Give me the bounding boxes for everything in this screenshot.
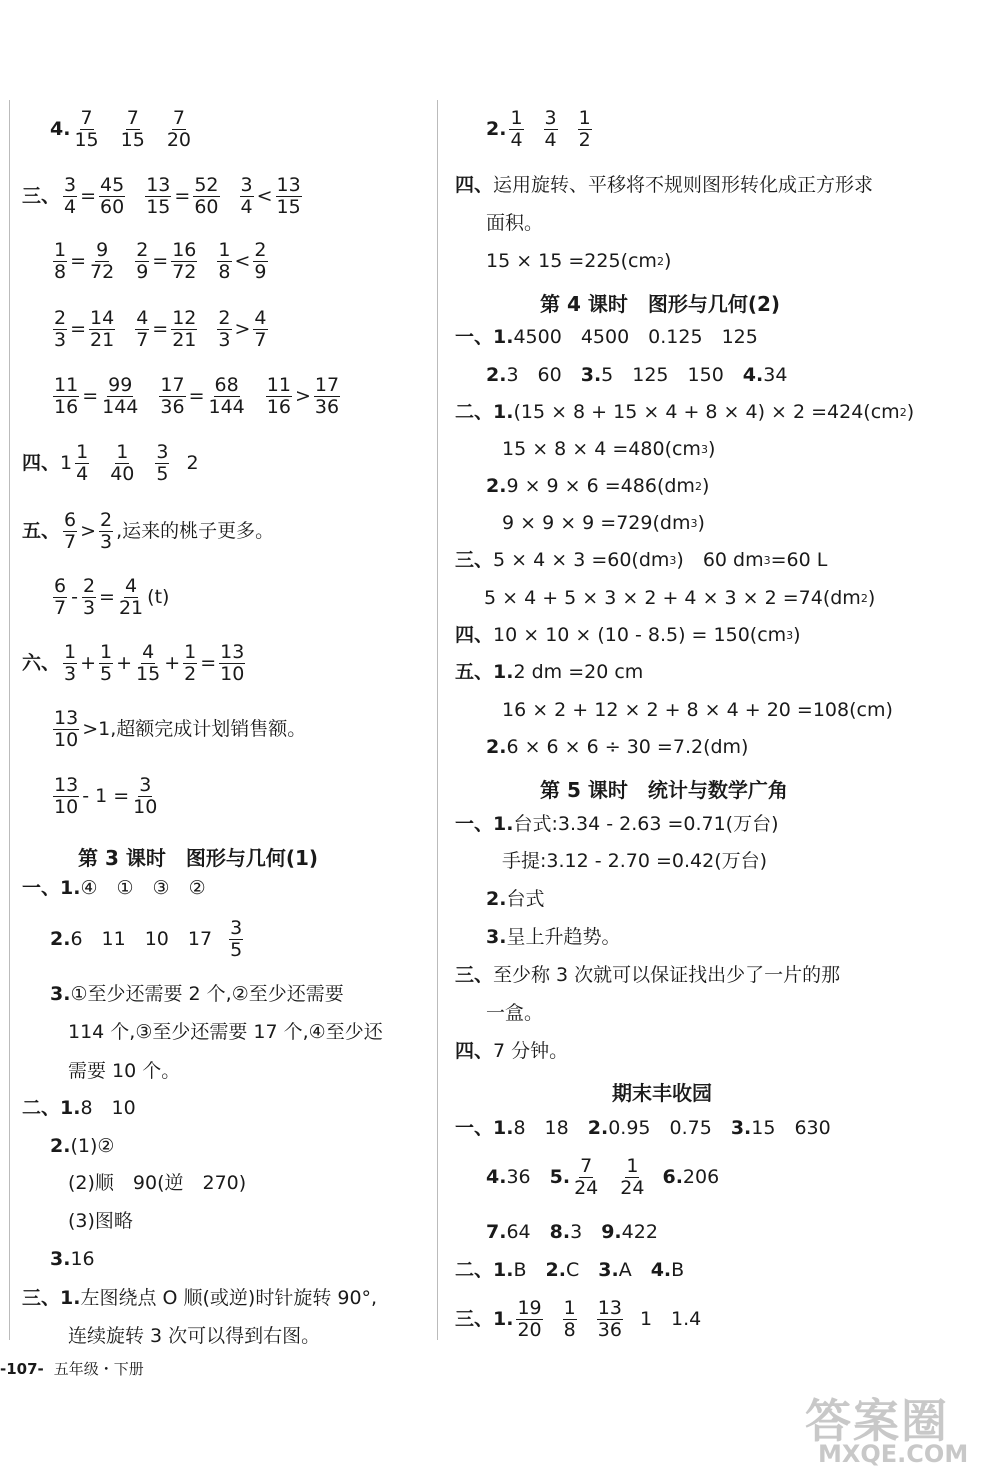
answer-line: 四、 7 分钟。 bbox=[455, 1040, 569, 1062]
answer-line: 二、 1. 8 10 bbox=[22, 1097, 136, 1119]
answer-line: 六、 $\frac{1}{3}$ + $\frac{1}{5}$ + $\frac{4}{15}$ + $\frac{1}{2}$ = $\frac{13}{10}$ bbox=[22, 641, 245, 685]
answer-line: $\frac{2}{3}$ = $\frac{14}{21}$ $\frac{4}{7}$ = $\frac{12}{21}$ $\frac{2}{3}$ > $\frac{4}{7}$ bbox=[54, 307, 267, 351]
answer-line: 2. 3 60 3. 5 125 150 4. 34 bbox=[486, 364, 788, 386]
answer-line: 2. (1)② bbox=[50, 1135, 115, 1157]
answer-line: 三、 1. 左图绕点 O 顺(或逆)时针旋转 90°, bbox=[22, 1287, 378, 1309]
answer-line: 4. 36 5. $\frac{7}{24}$ $\frac{1}{24}$ 6. 206 bbox=[486, 1155, 720, 1199]
answer-line: 需要 10 个。 bbox=[68, 1060, 181, 1082]
section-heading: 第 5 课时 统计与数学广角 bbox=[540, 778, 788, 802]
answer-line: 四、 1 $\frac{1}{4}$ $\frac{1}{40}$ $\frac{3}{5}$ 2 bbox=[22, 441, 199, 485]
answer-line: 三、 5 × 4 × 3 =60(dm 3 ) 60 dm 3 =60 L bbox=[455, 549, 828, 571]
answer-line: (3)图略 bbox=[68, 1210, 133, 1232]
answer-line: $\frac{11}{16}$ = $\frac{99}{144}$ $\frac{17}{36}$ = $\frac{68}{144}$ $\frac{11}{16}$ > $\frac{17}{36}$ bbox=[54, 374, 340, 418]
answer-line: 2. 台式 bbox=[486, 888, 545, 910]
answer-line: 四、 10 × 10 × (10 - 8.5) = 150(cm 3 ) bbox=[455, 624, 801, 646]
answer-line: 7. 64 8. 3 9. 422 bbox=[486, 1221, 658, 1243]
answer-line: 2. 6 11 10 17 $\frac{3}{5}$ bbox=[50, 917, 243, 961]
answer-line: 3. ①至少还需要 2 个,②至少还需要 bbox=[50, 983, 344, 1005]
answer-line: $\frac{13}{10}$ >1,超额完成计划销售额。 bbox=[54, 707, 307, 751]
answer-line: $\frac{6}{7}$ - $\frac{2}{3}$ = $\frac{4}{21}$ (t) bbox=[54, 575, 170, 619]
answer-line: 4. $\frac{7}{15}$ $\frac{7}{15}$ $\frac{7}{20}$ bbox=[50, 107, 192, 151]
answer-line: 2. 9 × 9 × 6 =486(dm 2 ) bbox=[486, 475, 710, 497]
answer-line: 2. 6 × 6 × 6 ÷ 30 =7.2(dm) bbox=[486, 736, 749, 758]
watermark-url: MXQE.COM bbox=[818, 1440, 969, 1468]
answer-line: 三、 $\frac{3}{4}$ = $\frac{45}{60}$ $\frac{13}{15}$ = $\frac{52}{60}$ $\frac{3}{4}$ < $\frac{13}{15}$ bbox=[22, 174, 301, 218]
answer-line: 114 个,③至少还需要 17 个,④至少还 bbox=[68, 1021, 383, 1043]
fraction: $\frac{7}{15}$ bbox=[120, 107, 145, 151]
answer-line: 面积。 bbox=[486, 212, 544, 234]
section-heading: 第 3 课时 图形与几何(1) bbox=[78, 846, 319, 870]
answer-line: $\frac{1}{8}$ = $\frac{9}{72}$ $\frac{2}{9}$ = $\frac{16}{72}$ $\frac{1}{8}$ < $\frac{2}{9}$ bbox=[54, 239, 267, 283]
answer-line: 2. $\frac{1}{4}$ $\frac{3}{4}$ $\frac{1}{2}$ bbox=[486, 107, 591, 151]
page-footer bbox=[0, 1358, 144, 1379]
answer-line: 一、 1. ④ ① ③ ② bbox=[22, 877, 206, 899]
answer-line: 二、 1. (15 × 8 + 15 × 4 + 8 × 4) × 2 =424(cm 2 ) bbox=[455, 401, 915, 423]
page-number: -107- bbox=[0, 1360, 44, 1378]
answer-line: 三、 至少称 3 次就可以保证找出少了一片的那 bbox=[455, 964, 841, 986]
answer-line: 16 × 2 + 12 × 2 + 8 × 4 + 20 =108(cm) bbox=[502, 699, 893, 721]
answer-line: 五、 $\frac{6}{7}$ > $\frac{2}{3}$ ,运来的桃子更多。 bbox=[22, 509, 275, 553]
answer-line: 五、 1. 2 dm =20 cm bbox=[455, 661, 644, 683]
answer-line: 手提:3.12 - 2.70 =0.42(万台) bbox=[502, 850, 768, 872]
answer-line: 15 × 15 =225(cm 2 ) bbox=[486, 250, 672, 272]
answer-line: 四、 运用旋转、平移将不规则图形转化成正方形求 bbox=[455, 174, 874, 196]
answer-line: 三、 1. $\frac{19}{20}$ $\frac{1}{8}$ $\frac{13}{36}$ 1 1.4 bbox=[455, 1297, 702, 1341]
watermark-logo: 答案圈 bbox=[805, 1394, 949, 1448]
answer-line: 9 × 9 × 9 =729(dm 3 ) bbox=[502, 512, 705, 534]
fraction: $\frac{7}{15}$ bbox=[74, 107, 99, 151]
answer-line: 连续旋转 3 次可以得到右图。 bbox=[68, 1325, 321, 1347]
answer-line: 5 × 4 + 5 × 3 × 2 + 4 × 3 × 2 =74(dm 2 ) bbox=[484, 587, 876, 609]
fraction: $\frac{7}{20}$ bbox=[166, 107, 192, 151]
answer-line: 15 × 8 × 4 =480(cm 3 ) bbox=[502, 438, 716, 460]
grade-label: 五年级・下册 bbox=[53, 1360, 144, 1378]
answer-line: $\frac{13}{10}$ - 1 = $\frac{3}{10}$ bbox=[54, 774, 158, 818]
answer-line: 3. 16 bbox=[50, 1248, 95, 1270]
answer-line: 一、 1. 台式:3.34 - 2.63 =0.71(万台) bbox=[455, 813, 779, 835]
answer-line: 一盒。 bbox=[486, 1002, 544, 1024]
answer-line: 一、 1. 8 18 2. 0.95 0.75 3. 15 630 bbox=[455, 1117, 831, 1139]
answer-line: 一、 1. 4500 4500 0.125 125 bbox=[455, 326, 758, 348]
left-margin-rule bbox=[9, 100, 10, 1340]
section-heading: 第 4 课时 图形与几何(2) bbox=[540, 292, 781, 316]
section-heading: 期末丰收园 bbox=[612, 1081, 712, 1105]
answer-line: 3. 呈上升趋势。 bbox=[486, 926, 621, 948]
column-divider bbox=[437, 100, 438, 1340]
answer-line: 二、 1. B 2. C 3. A 4. B bbox=[455, 1259, 685, 1281]
answer-line: (2)顺 90(逆 270) bbox=[68, 1172, 247, 1194]
